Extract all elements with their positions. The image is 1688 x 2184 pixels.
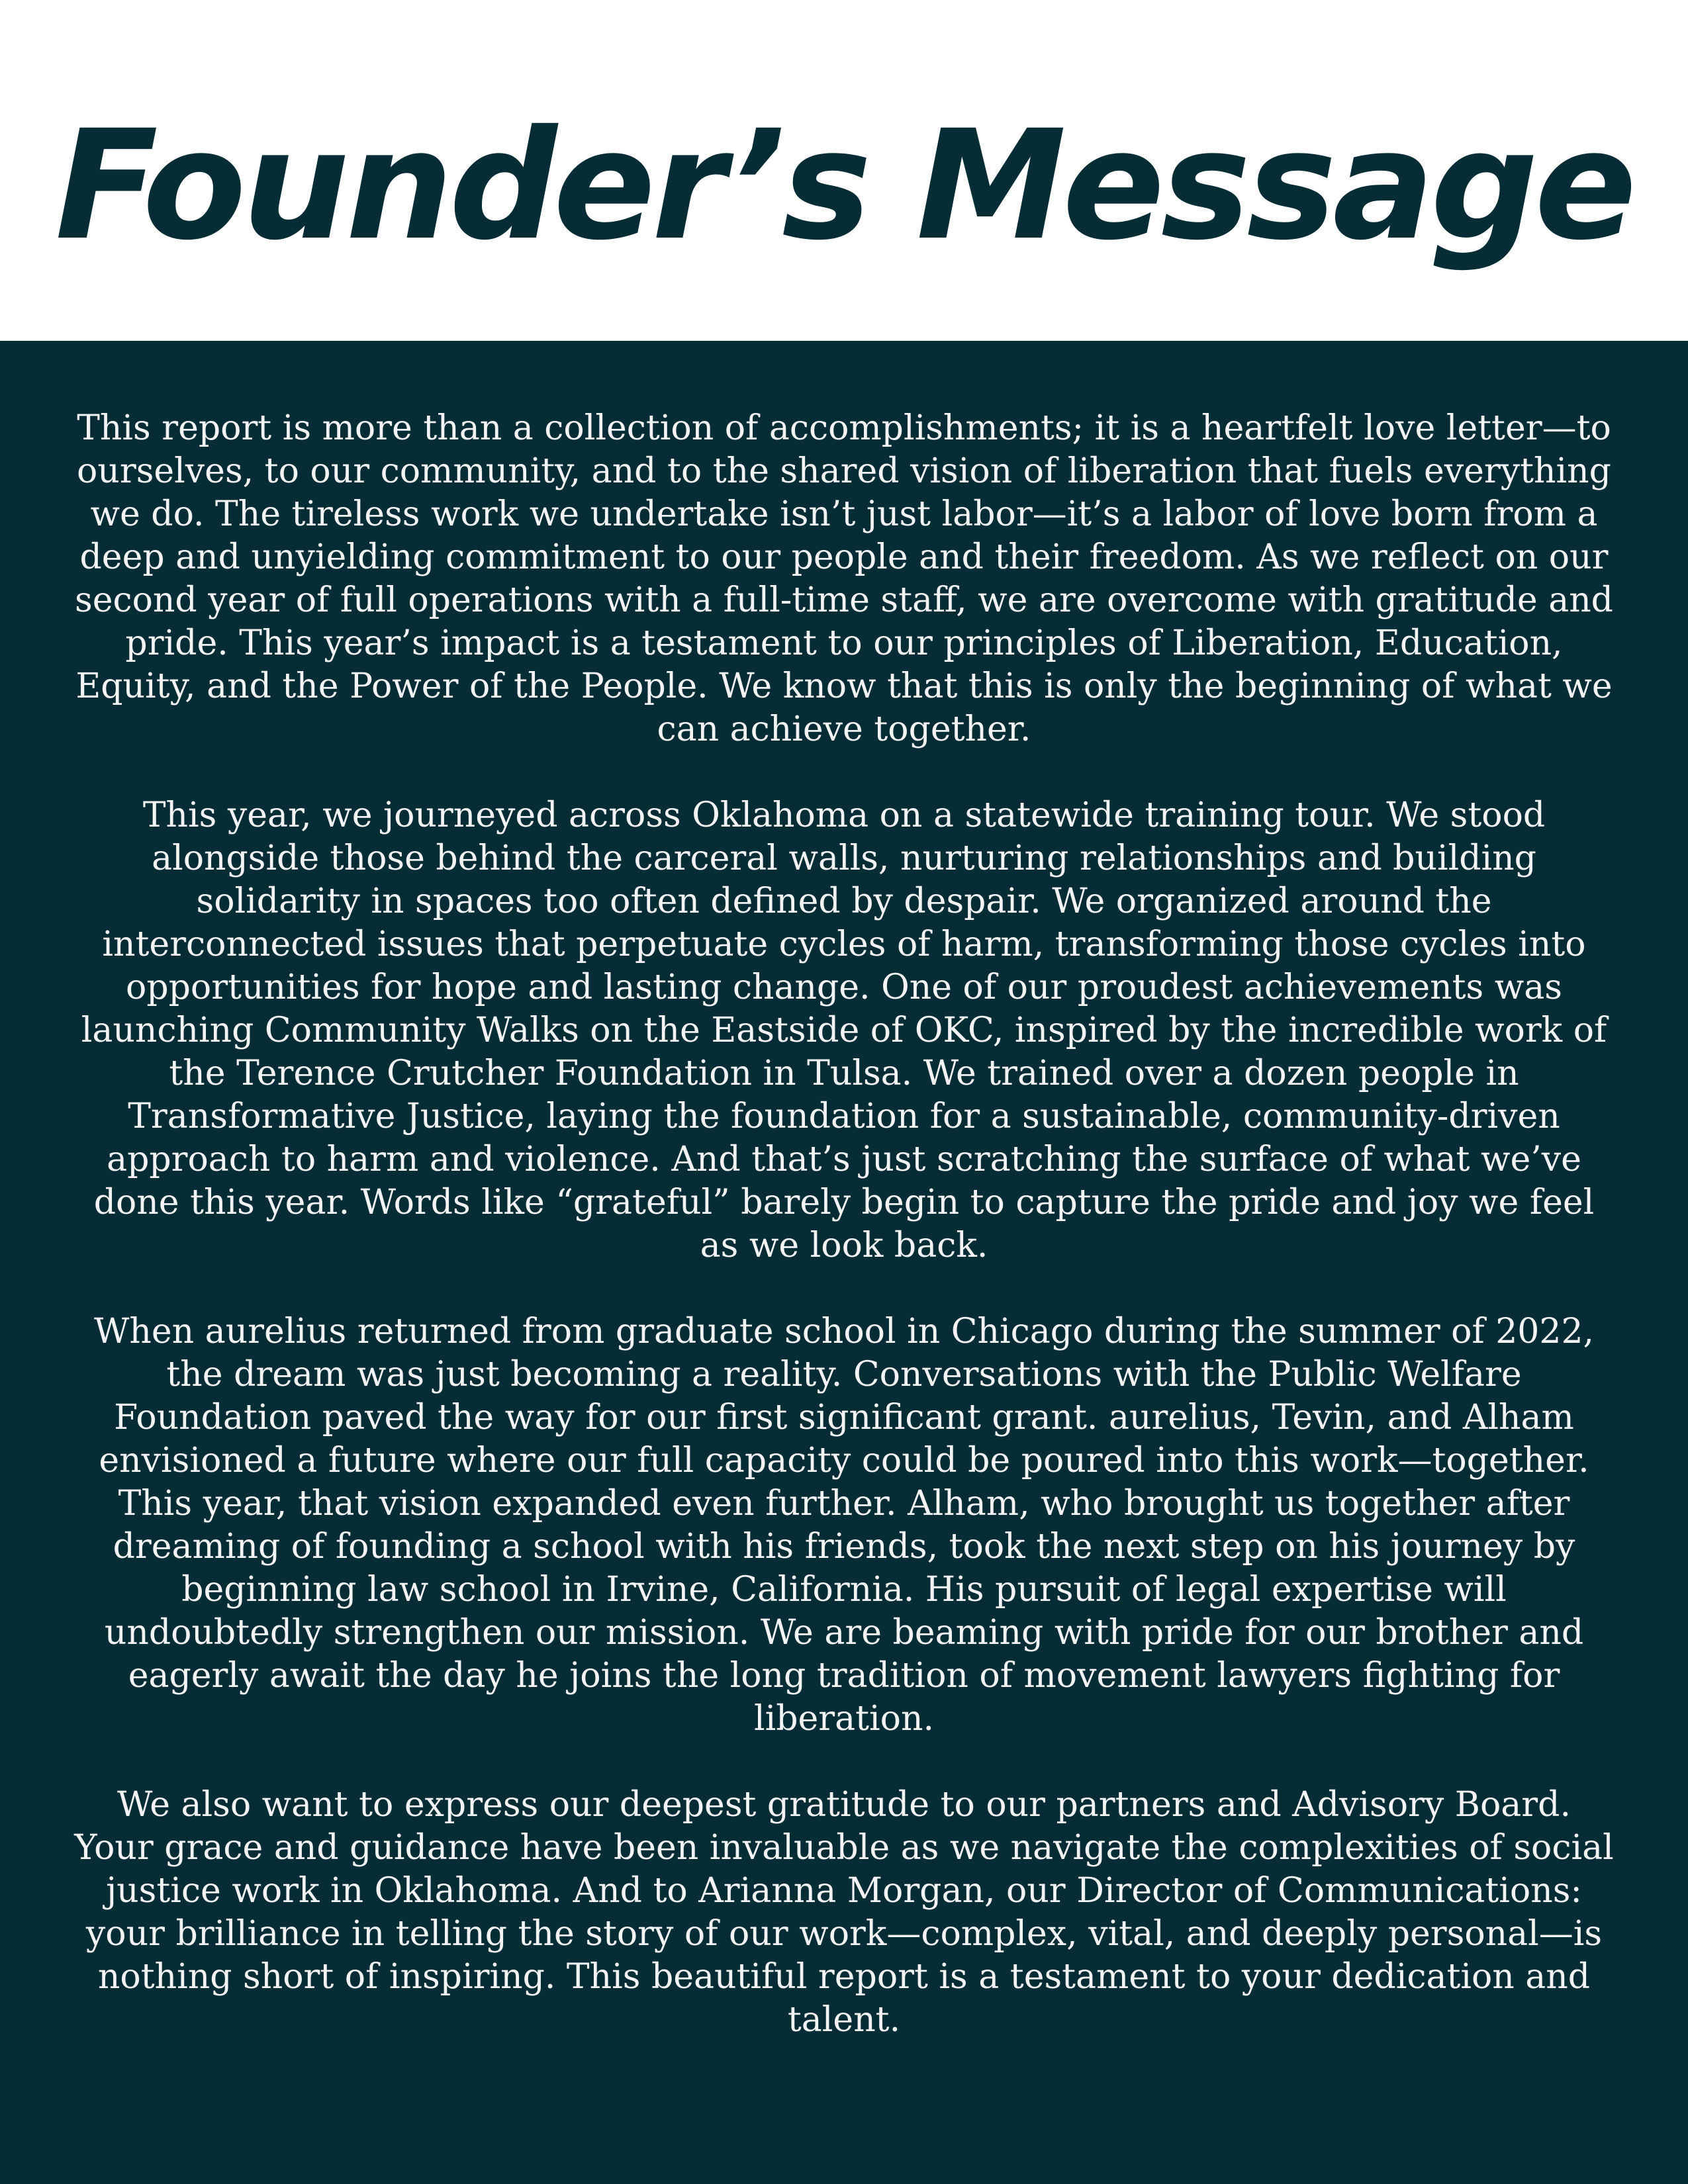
message-panel xyxy=(0,341,1688,2184)
message-paragraph-1: This report is more than a collection of accomplishments; it is a heartfelt love letter—to ourselves, to our community, and to the shared vision of liberation that fuels everything we do. The tireless work we undertake isn’t just labor—it’s a labor of love born from a deep and unyielding commitment to our people and their freedom. As we reflect on our second year of full operations with a full-time staff, we are overcome with gratitude and pride. This year’s impact is a testament to our principles of Liberation, Education, Equity, and the Power of the People. We know that this is only the beginning of what we can achieve together. xyxy=(75,408,1613,749)
message-body xyxy=(73,407,1615,2042)
page-title: Founder’s Message xyxy=(55,97,1633,273)
message-paragraph-3: When aurelius returned from graduate school in Chicago during the summer of 2022, the dream was just becoming a reality. Conversations with the Public Welfare Foundation paved the way for our first significant grant. aurelius, Tevin, and Alham envisioned a future where our full capacity could be poured into this work—together. This year, that vision expanded even further. Alham, who brought us together after dreaming of founding a school with his friends, took the next step on his journey by beginning law school in Irvine, California. His pursuit of legal expertise will undoubtedly strengthen our mission. We are beaming with pride for our brother and eagerly await the day he joins the long tradition of movement lawyers fighting for liberation. xyxy=(93,1312,1595,1739)
page-header xyxy=(0,0,1688,341)
message-paragraph-4: We also want to express our deepest gratitude to our partners and Advisory Board. Your grace and guidance have been invaluable as we navigate the complexities of social justice work in Oklahoma. And to Arianna Morgan, our Director of Communications: your brilliance in telling the story of our work—complex, vital, and deeply personal—is nothing short of inspiring. This beautiful report is a testament to your dedication and talent. xyxy=(74,1785,1614,2040)
message-paragraph-2: This year, we journeyed across Oklahoma on a statewide training tour. We stood alongside those behind the carceral walls, nurturing relationships and building solidarity in spaces too often defined by despair. We organized around the interconnected issues that perpetuate cycles of harm, transforming those cycles into opportunities for hope and lasting change. One of our proudest achievements was launching Community Walks on the Eastside of OKC, inspired by the incredible work of the Terence Crutcher Foundation in Tulsa. We trained over a dozen people in Transformative Justice, laying the foundation for a sustainable, community-driven approach to harm and violence. And that’s just scratching the surface of what we’ve done this year. Words like “grateful” barely begin to capture the pride and joy we feel as we look back. xyxy=(81,796,1607,1265)
